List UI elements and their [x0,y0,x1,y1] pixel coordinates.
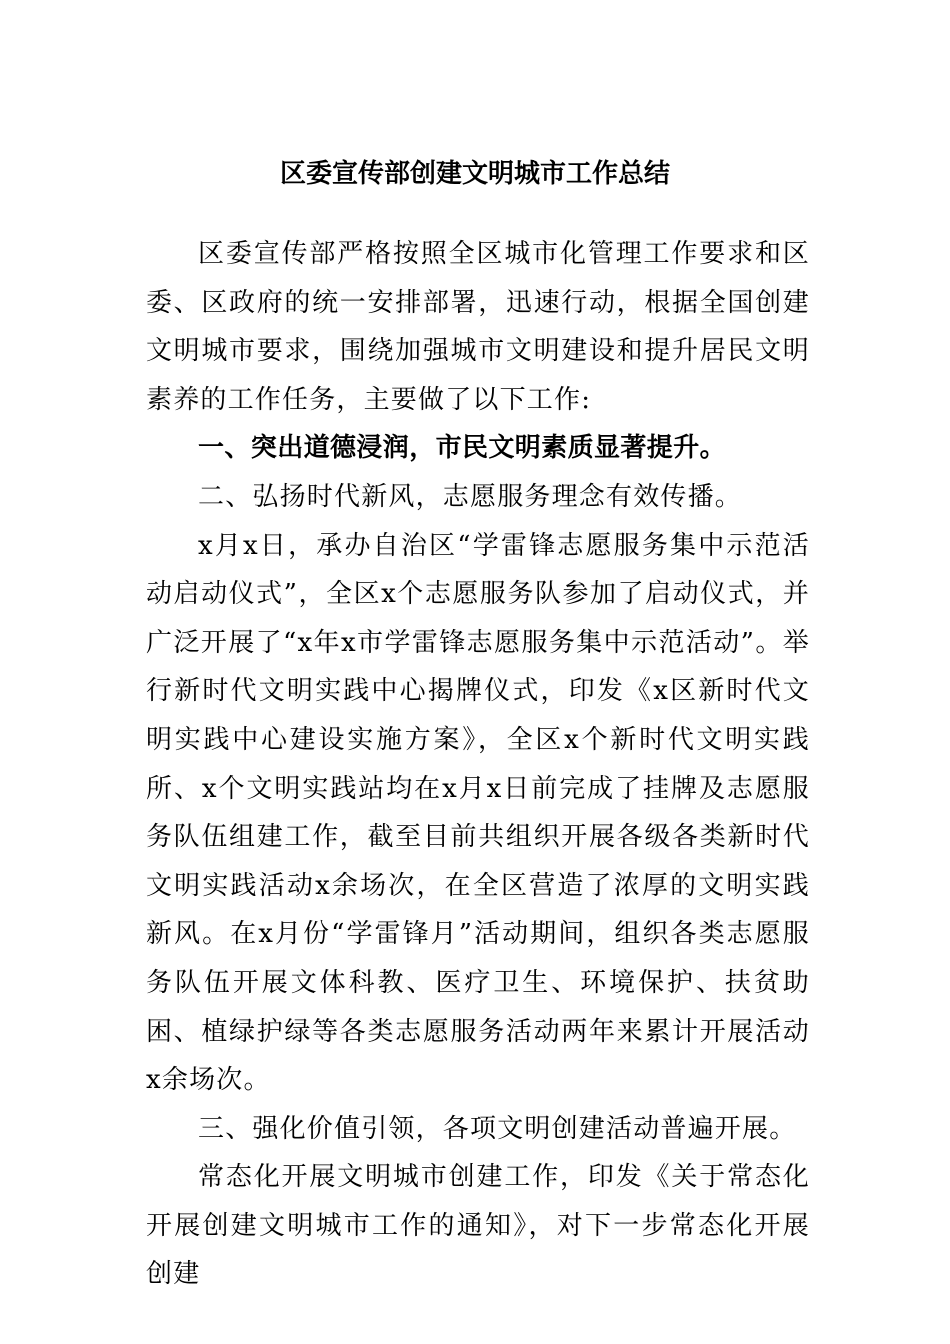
section-heading-2: 二、弘扬时代新风，志愿服务理念有效传播。 [198,481,743,512]
section-heading-1: 一、突出道德浸润，市民文明素质显著提升。 [198,433,727,464]
document-title: 区委宣传部创建文明城市工作总结 [279,159,670,189]
section-2-paragraph: x月x日，承办自治区“学雷锋志愿服务集中示范活动启动仪式”，全区x个志愿服务队参加了启动仪式，并广泛开展了“x年x市学雷锋志愿服务集中示范活动”。举行新时代文明实践中心揭牌仪式，印发《x区新时代文明实践中心建设实施方案》，全区x个新时代文明实践所、x个文明实践站均在x月x日前完成了挂牌及志愿服务队伍组建工作，截至目前共组织开展各级各类新时代文明实践活动x余场次，在全区营造了浓厚的文明实践新风。在x月份“学雷锋月”活动期间，组织各类志愿服务队伍开展文体科教、医疗卫生、环境保护、扶贫助困、植绿护绿等各类志愿服务活动两年来累计开展活动x余场次。 [146,530,810,1096]
intro-paragraph: 区委宣传部严格按照全区城市化管理工作要求和区委、区政府的统一安排部署，迅速行动，根据全国创建文明城市要求，围绕加强城市文明建设和提升居民文明素养的工作任务，主要做了以下工作: [146,239,810,415]
document-body [146,230,810,1299]
section-3-paragraph: 常态化开展文明城市创建工作，印发《关于常态化开展创建文明城市工作的通知》，对下一步常态化开展创建 [146,1162,810,1290]
section-heading-3: 三、强化价值引领，各项文明创建活动普遍开展。 [198,1113,797,1144]
